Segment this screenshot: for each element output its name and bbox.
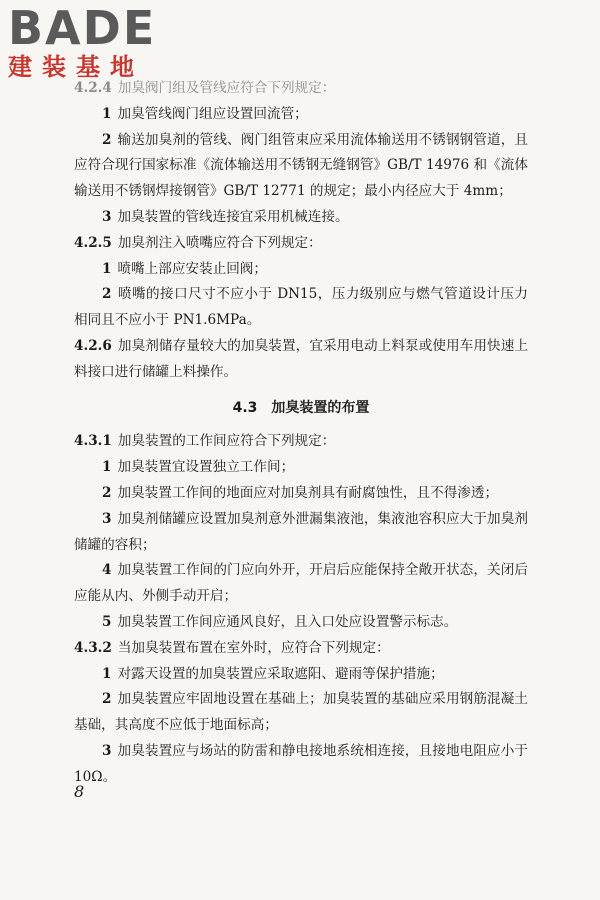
document-body [74,76,528,791]
item-number: 2 [102,691,112,708]
clause-number: 4.3.2 [74,639,112,656]
item-number: 3 [102,208,112,225]
list-item [74,739,528,791]
item-text: 对露天设置的加臭装置应采取遮阳、避雨等保护措施； [117,665,444,682]
item-number: 1 [102,459,112,476]
list-item [74,687,528,739]
clause-paragraph [74,334,528,386]
list-item [74,455,528,481]
clause-paragraph [74,429,528,455]
item-text: 加臭装置工作间的门应向外开，开启后应能保持全敞开状态，关闭后应能从内、外侧手动开启； [74,562,528,605]
clause-number: 4.2.5 [74,234,112,251]
item-number: 1 [102,665,112,682]
item-number: 3 [102,742,112,759]
clause-paragraph [74,76,528,102]
item-text: 喷嘴的接口尺寸不应小于 DN15，压力级别应与燃气管道设计压力相同且不应小于 PN1.6MPa。 [74,286,528,329]
list-item [74,128,528,205]
item-number: 2 [102,131,112,148]
clause-number: 4.2.4 [74,80,112,96]
item-number: 5 [102,613,112,630]
item-text: 加臭管线阀门组应设置回流管； [117,105,308,122]
item-number: 2 [102,286,112,303]
item-text: 加臭剂储罐应设置加臭剂意外泄漏集液池，集液池容积应大于加臭剂储罐的容积； [74,510,528,553]
logo [8,1,178,81]
section-number: 4.3 [232,399,258,416]
list-item [74,481,528,507]
list-item [74,507,528,559]
item-text: 加臭装置应与场站的防雷和静电接地系统相连接，且接地电阻应小于 10Ω。 [74,742,528,785]
item-number: 3 [102,510,112,527]
logo-wordmark: BADE [8,1,157,55]
clause-text: 加臭装置的工作间应符合下列规定： [117,433,336,450]
clause-paragraph [74,231,528,257]
item-number: 4 [102,562,112,579]
list-item [74,257,528,283]
item-text: 加臭装置宜设置独立工作间； [117,459,295,476]
list-item [74,102,528,128]
item-number: 1 [102,260,112,277]
item-text: 加臭装置的管线连接宜采用机械连接。 [117,208,349,225]
page-number: 8 [74,782,85,801]
list-item [74,558,528,610]
clause-text: 加臭剂储存量较大的加臭装置，宜采用电动上料泵或使用车用快速上料接口进行储罐上料操作。 [74,337,528,380]
clause-text: 加臭阀门组及管线应符合下列规定： [117,80,336,96]
clause-number: 4.2.6 [74,337,112,354]
clause-number: 4.3.1 [74,433,112,450]
item-text: 输送加臭剂的管线、阀门组管束应采用流体输送用不锈钢钢管道，且应符合现行国家标准《流体输送用不锈钢无缝钢管》GB/T 14976 和《流体输送用不锈钢焊接钢管》GB/T 12771 的规定；最小内径应大于 4mm； [74,131,528,200]
item-number: 2 [102,484,112,501]
section-title-text: 加臭装置的布置 [271,399,370,416]
item-text: 加臭装置工作间的地面应对加臭剂具有耐腐蚀性，且不得渗透； [117,484,499,501]
item-text: 喷嘴上部应安装止回阀； [117,260,267,277]
clause-text: 当加臭装置布置在室外时，应符合下列规定： [117,639,390,656]
list-item [74,205,528,231]
clause-text: 加臭剂注入喷嘴应符合下列规定： [117,234,322,251]
item-text: 加臭装置工作间应通风良好，且入口处应设置警示标志。 [117,613,458,630]
section-heading [74,396,528,422]
list-item [74,282,528,334]
item-number: 1 [102,105,112,122]
logo-subtitle: 建装基地 [8,53,144,81]
list-item [74,610,528,636]
list-item [74,662,528,688]
item-text: 加臭装置应牢固地设置在基础上；加臭装置的基础应采用钢筋混凝土基础，其高度不应低于地面标高； [74,691,528,734]
clause-paragraph [74,636,528,662]
